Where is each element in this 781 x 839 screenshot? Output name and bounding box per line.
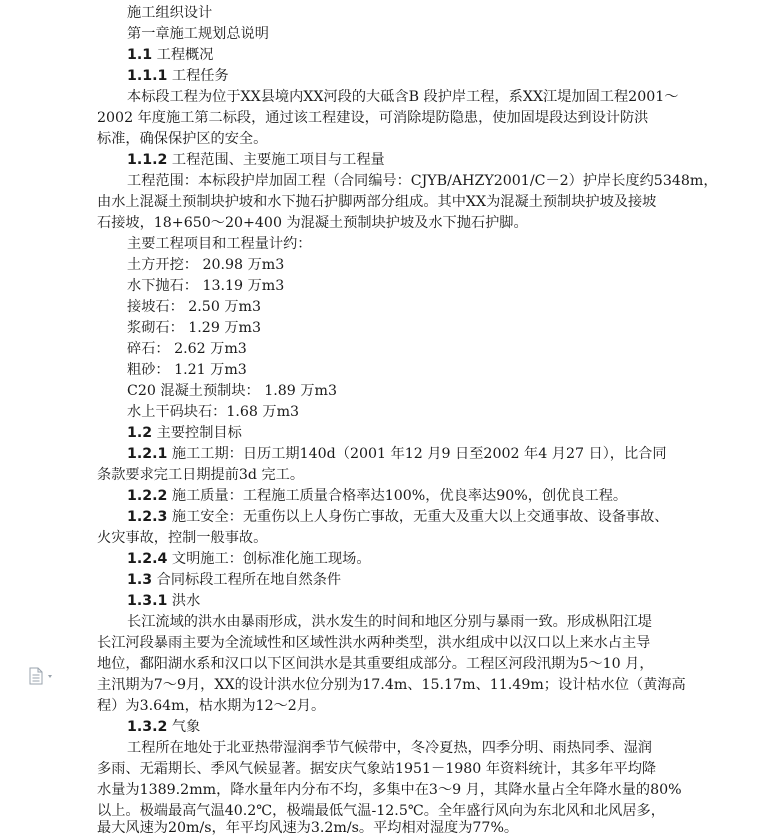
paragraph-line [127,507,668,528]
paragraph-line: 火灾事故，控制一般事故。 [97,530,268,546]
quantity-item: C20 混凝土预制块： 1.89 万m3 [127,383,338,399]
section-title: 工程概况 [152,47,214,63]
paragraph-line: 条款要求完工日期提前3d 完工。 [97,467,305,483]
section-number: 1.1 [127,47,153,63]
paragraph-line: 最大风速为20m/s，年平均风速为3.2m/s。平均相对湿度为77%。 [97,820,519,836]
paragraph-text: 文明施工：创标准化施工现场。 [167,551,371,567]
subsection-number: 1.2.2 [127,488,168,504]
paragraph-line: 长江河段暴雨主要为全流域性和区域性洪水两种类型，洪水组成中以汉口以上来水占主导 [97,635,651,651]
subsection-heading [127,66,229,87]
paragraph-line: 工程范围：本标段护岸加固工程（合同编号：CJYB/AHZY2001/C－2）护岸长度约5348m， [127,173,718,189]
paragraph-line: 本标段工程为位于XX县境内XX河段的大砥含B 段护岸工程，系XX江堤加固工程2001～ [127,89,679,105]
subsection-heading [127,717,200,738]
paragraph-line: 地位，鄱阳湖水系和汉口以下区间洪水是其重要组成部分。工程区河段汛期为5～10 月， [97,656,654,672]
subsection-title: 洪水 [167,593,201,609]
quantity-item: 接坡石： 2.50 万m3 [127,299,262,315]
paragraph-line: 长江流域的洪水由暴雨形成，洪水发生的时间和地区分别与暴雨一致。形成枞阳江堤 [127,614,652,630]
subsection-title: 工程范围、主要施工项目与工程量 [167,152,385,168]
subsection-number: 1.2.1 [127,446,168,462]
doc-title: 施工组织设计 [127,5,213,21]
quantity-item: 土方开挖： 20.98 万m3 [127,257,285,273]
subsection-number: 1.2.3 [127,509,168,525]
paragraph-line [127,486,627,507]
subsection-title: 气象 [167,719,201,735]
subsection-number: 1.1.1 [127,68,168,84]
quantity-item: 粗砂： 1.21 万m3 [127,362,247,378]
section-title: 主要控制目标 [152,425,242,441]
subsection-number: 1.2.4 [127,551,168,567]
paragraph-line [127,444,667,465]
quantity-item: 水下抛石： 13.19 万m3 [127,278,285,294]
document-icon[interactable] [28,667,60,685]
subsection-heading [127,150,385,171]
paragraph-line: 2002 年度施工第二标段，通过该工程建设，可消除堤防隐患，使加固堤段达到设计防洪 [97,110,649,126]
paragraph-line: 主要工程项目和工程量计约： [127,236,312,252]
quantity-item: 浆砌石： 1.29 万m3 [127,320,262,336]
section-number: 1.3 [127,572,153,588]
paragraph-text: 施工安全：无重伤以上人身伤亡事故，无重大及重大以上交通事故、设备事故、 [167,509,669,525]
section-heading [127,45,213,66]
subsection-number: 1.3.1 [127,593,168,609]
paragraph-line: 标准，确保保护区的安全。 [97,131,268,147]
section-number: 1.2 [127,425,153,441]
chapter-heading: 第一章施工规划总说明 [127,26,269,42]
paragraph-line: 水量为1389.2mm，降水量年内分布不均，多集中在3～9 月，其降水量占全年降水量的80% [97,782,682,798]
subsection-title: 工程任务 [167,68,229,84]
section-title: 合同标段工程所在地自然条件 [152,572,342,588]
quantity-item: 水上干码块石：1.68 万m3 [127,404,300,420]
paragraph-line [127,549,371,570]
section-heading [127,570,341,591]
paragraph-line: 主汛期为7～9月，XX的设计洪水位分别为17.4m、15.17m、11.49m；设计枯水位（黄海高 [97,677,686,693]
paragraph-line: 程）为3.64m，枯水期为12～2月。 [97,698,326,714]
quantity-item: 碎石： 2.62 万m3 [127,341,247,357]
paragraph-text: 施工质量：工程施工质量合格率达100%，优良率达90%，创优良工程。 [167,488,628,504]
paragraph-text: 施工工期：日历工期140d（2001 年12 月9 日至2002 年4 月27 日），比合同 [167,446,667,462]
paragraph-line: 石接坡，18+650～20+400 为混凝土预制块护坡及水下抛石护脚。 [97,215,528,231]
paragraph-line: 工程所在地处于北亚热带湿润季节气候带中，冬冷夏热，四季分明、雨热同季、湿润 [127,740,652,756]
subsection-heading [127,591,200,612]
subsection-number: 1.1.2 [127,152,168,168]
paragraph-line: 由水上混凝土预制块护坡和水下抛石护脚两部分组成。其中XX为混凝土预制块护坡及接坡 [97,194,657,210]
paragraph-line: 以上。极端最高气温40.2℃，极端最低气温-12.5℃。全年盛行风向为东北风和北风居多， [97,803,665,819]
section-heading [127,423,242,444]
paragraph-line: 多雨、无霜期长、季风气候显著。据安庆气象站1951－1980 年资料统计，其多年平均降 [97,761,657,777]
subsection-number: 1.3.2 [127,719,168,735]
